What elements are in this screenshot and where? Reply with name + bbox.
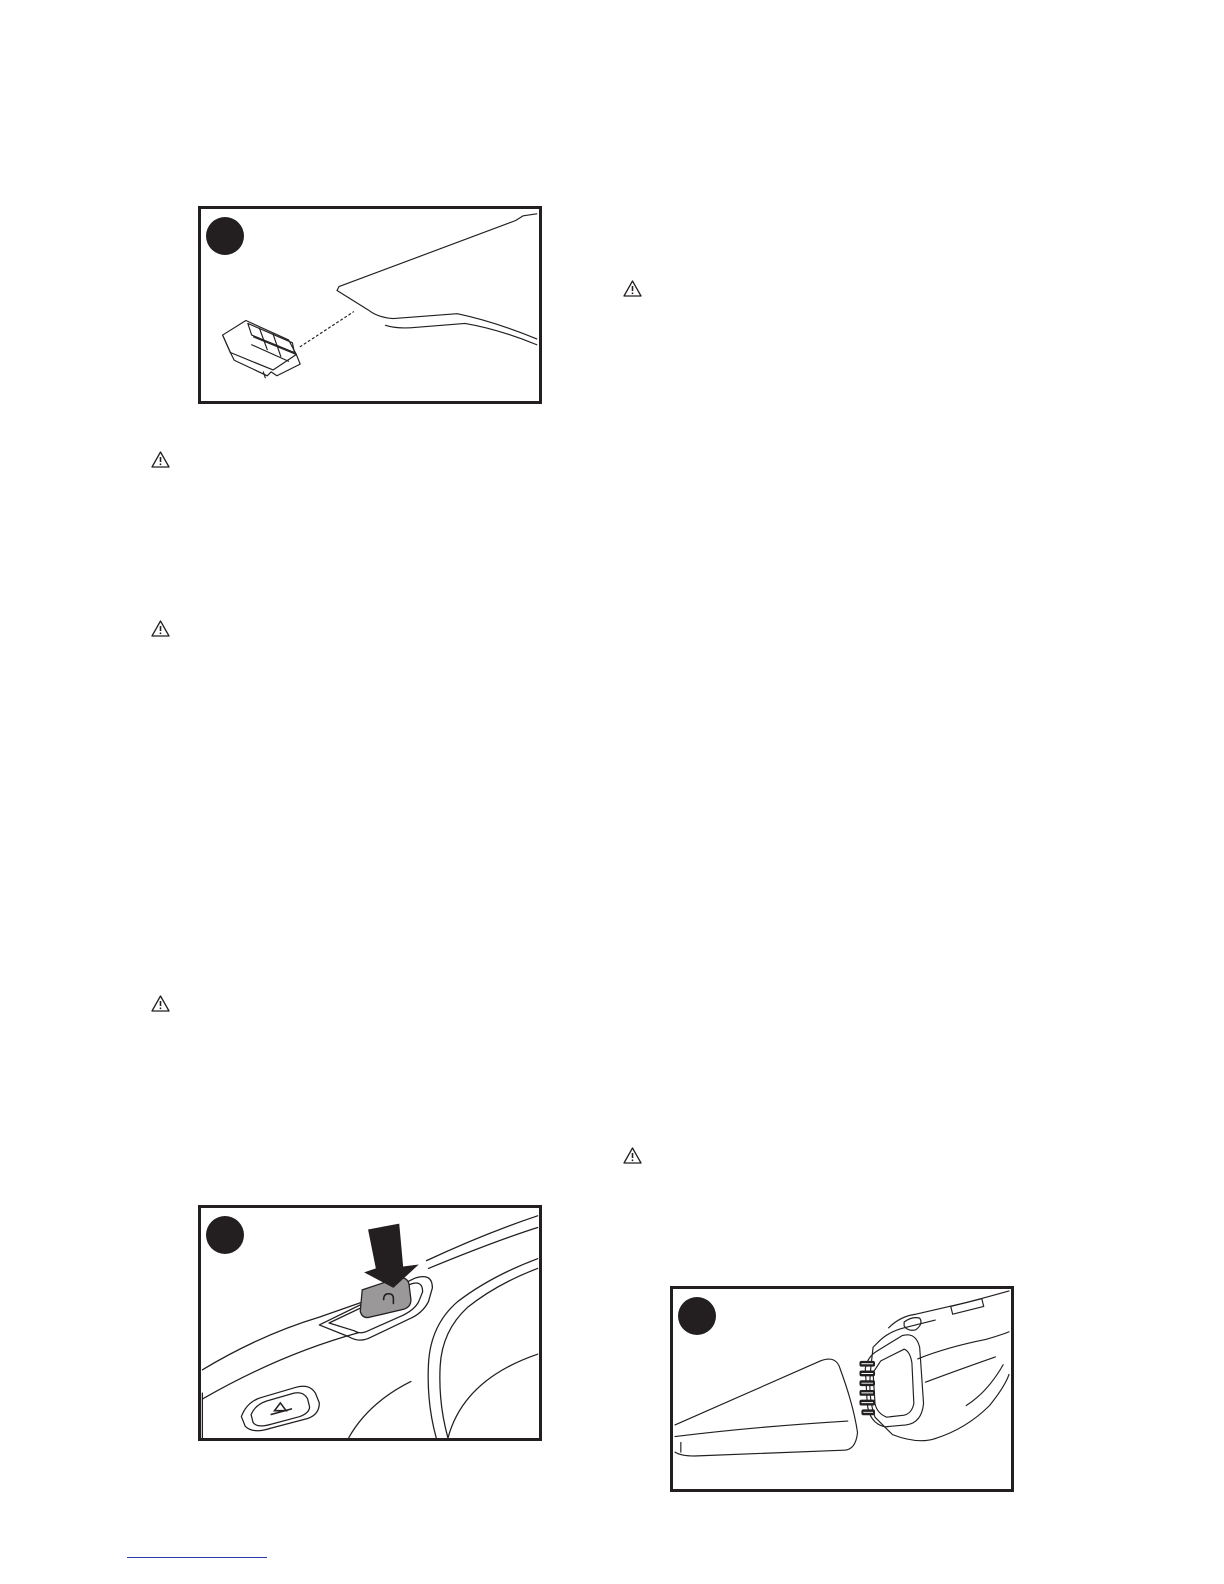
nozzle-removed-illustration	[673, 1289, 1011, 1489]
release-button-illustration	[201, 1208, 539, 1438]
warning-triangle-icon	[623, 1147, 642, 1164]
figure-3-number-badge	[678, 1297, 716, 1335]
figure-1-number-badge	[206, 217, 244, 255]
warning-triangle-icon	[151, 995, 170, 1012]
nozzle-filter-illustration	[201, 209, 539, 401]
footer-link-underline[interactable]	[127, 1557, 267, 1558]
warning-triangle-icon	[151, 620, 170, 637]
figure-2	[198, 1205, 542, 1441]
warning-triangle-icon	[151, 451, 170, 468]
figure-2-number-badge	[206, 1216, 244, 1254]
press-down-arrow-icon	[364, 1224, 419, 1288]
figure-3	[670, 1286, 1014, 1492]
figure-1	[198, 206, 542, 404]
warning-triangle-icon	[623, 280, 642, 297]
